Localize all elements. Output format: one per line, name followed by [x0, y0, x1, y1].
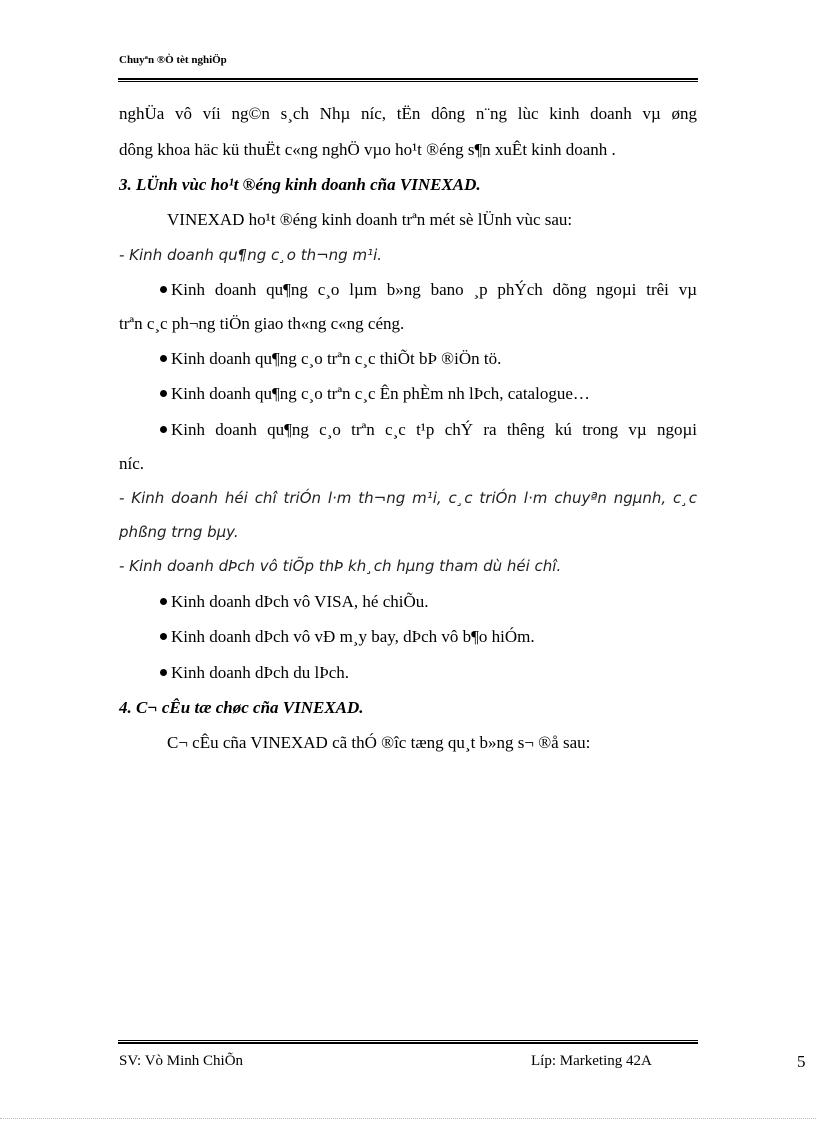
bullet-text: Kinh doanh dÞch vô vÐ m¸y bay, dÞch vô b¶o hiÓm.	[171, 627, 535, 646]
paragraph-line: nghÜa vô víi ng©n s¸ch Nhµ níc, tËn dông n¨ng lùc kinh doanh vµ øng	[119, 104, 697, 123]
section-heading-3: 3. LÜnh vùc ho¹t ®éng kinh doanh cña VINEXAD.	[119, 175, 481, 194]
bullet-icon	[160, 669, 167, 676]
section-intro-4: C¬ cÊu cña VINEXAD cã thÓ ®îc tæng qu¸t b»ng s¬ ®å sau:	[167, 733, 591, 752]
bullet-text: Kinh doanh qu¶ng c¸o trªn c¸c thiÕt bÞ ®iÖn tö.	[171, 349, 502, 368]
paragraph-line: níc.	[119, 454, 145, 473]
bullet-item	[160, 627, 535, 647]
paragraph-line: dông khoa häc kü thuËt c«ng nghÖ vµo ho¹t ®éng s¶n xuÊt kinh doanh .	[119, 140, 616, 159]
bullet-icon	[160, 426, 167, 433]
bullet-icon	[160, 286, 167, 293]
bullet-text: Kinh doanh dÞch du lÞch.	[171, 663, 350, 682]
page-number: 5	[797, 1052, 806, 1071]
bullet-text: Kinh doanh qu¶ng c¸o trªn c¸c t¹p chÝ ra thêng kú trong vµ ngoµi	[171, 420, 697, 439]
bullet-item	[160, 592, 429, 612]
bullet-item	[160, 384, 590, 404]
section-heading-4: 4. C¬ cÊu tæ chøc cña VINEXAD.	[119, 698, 364, 717]
bullet-icon	[160, 598, 167, 605]
bullet-text: Kinh doanh qu¶ng c¸o trªn c¸c Ên phÈm nh lÞch, catalogue…	[171, 384, 590, 403]
bullet-text: Kinh doanh qu¶ng c¸o lµm b»ng bano ¸p phÝch dõng ngoµi trêi vµ	[171, 280, 697, 299]
bullet-item	[160, 280, 697, 300]
paragraph-line: trªn c¸c ph¬ng tiÖn giao th«ng c«ng céng.	[119, 314, 405, 333]
section-intro-3: VINEXAD ho¹t ®éng kinh doanh trªn mét sè lÜnh vùc sau:	[167, 210, 573, 229]
footer-rule	[118, 1040, 698, 1044]
page-edge-divider	[0, 1118, 816, 1119]
sub-item-fairs: - Kinh doanh héi chî triÓn l·m th¬ng m¹i, c¸c triÓn l·m chuyªn ngµnh, c¸c	[119, 489, 697, 507]
footer-student: SV: Vò Minh ChiÕn	[119, 1053, 244, 1069]
bullet-item	[160, 663, 349, 683]
document-header-title: Chuyªn ®Ò tèt nghiÖp	[119, 54, 227, 66]
sub-item-advertising: - Kinh doanh qu¶ng c¸o th¬ng m¹i.	[119, 246, 383, 264]
bullet-text: Kinh doanh dÞch vô VISA, hé chiÕu.	[171, 592, 429, 611]
bullet-icon	[160, 390, 167, 397]
sub-item-fairs-cont: phßng trng bµy.	[119, 523, 239, 541]
bullet-item	[160, 349, 501, 369]
bullet-icon	[160, 355, 167, 362]
bullet-item	[160, 420, 697, 440]
header-rule	[118, 78, 698, 82]
bullet-icon	[160, 633, 167, 640]
footer-class: Líp: Marketing 42A	[531, 1053, 652, 1069]
sub-item-services: - Kinh doanh dÞch vô tiÕp thÞ kh¸ch hµng tham dù héi chî.	[119, 557, 562, 575]
